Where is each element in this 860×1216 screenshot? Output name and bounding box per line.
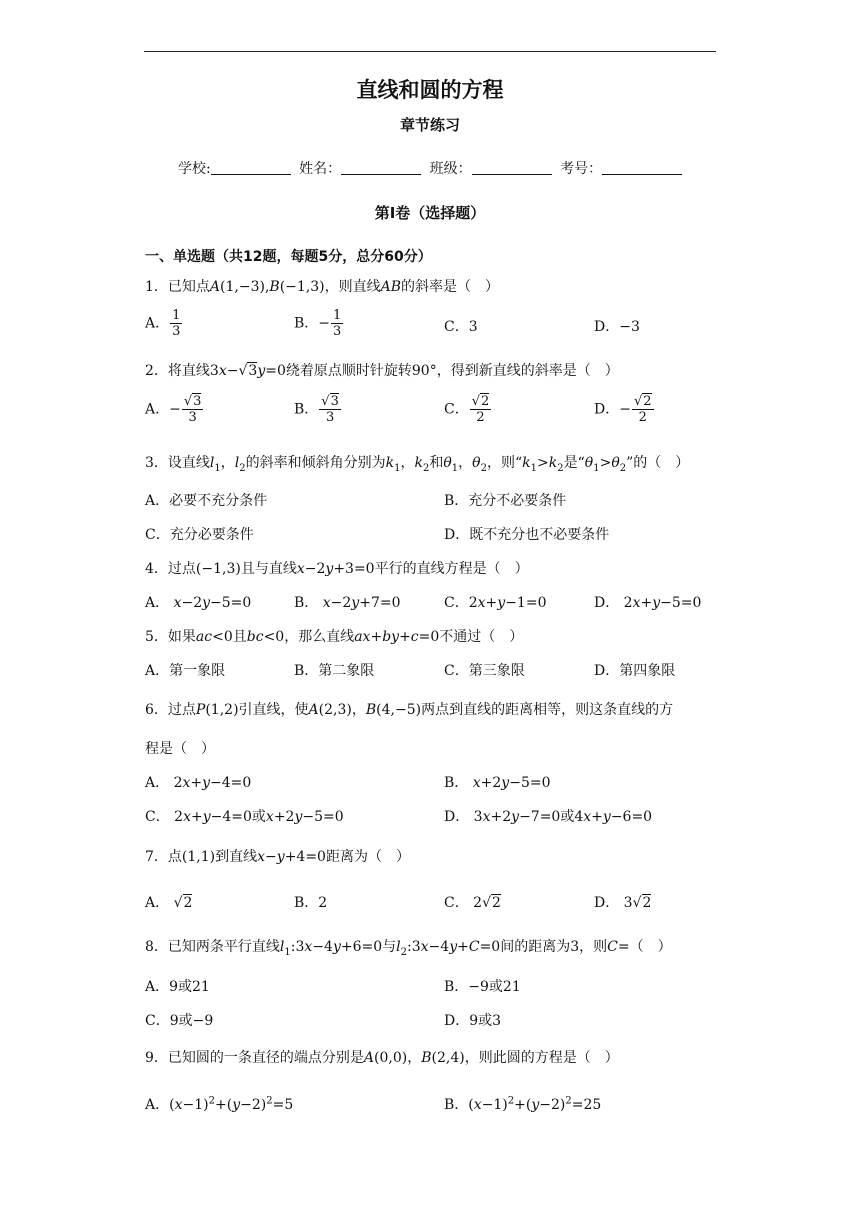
q2-option-a: A．− $\frac{√3}{3}$	[145, 394, 202, 425]
question-2: 2．将直线3x−√3y=0绕着原点顺时针旋转90°，得到新直线的斜率是（ ）	[145, 363, 619, 379]
class-label: 班级：	[429, 161, 472, 177]
school-label: 学校:	[178, 161, 211, 177]
top-rule	[144, 51, 716, 52]
page-title: 直线和圆的方程	[356, 78, 504, 102]
class-blank	[472, 160, 552, 175]
volume-heading: 第I卷（选择题）	[374, 204, 486, 222]
q2-option-b: B． $\frac{√3}{3}$	[294, 394, 339, 425]
question-8: 8．已知两条平行直线$l_1:3x-4y+6=0$与$l_2:3x-4y+C=0$间的距离为3，则C=（ ）	[145, 939, 672, 958]
q3-option-c: C．充分必要条件	[145, 527, 254, 543]
q1-option-b: B．− $\frac{1}{3}$	[294, 308, 342, 339]
question-6-line-2: 程是（ ）	[145, 741, 215, 757]
q5-option-b: B．第二象限	[294, 663, 375, 679]
q6-option-b: B． x+2y−5=0	[444, 775, 551, 791]
question-1: 1．已知点A(1,−3),B(−1,3)，则直线AB的斜率是（ ）	[145, 279, 500, 295]
q3-option-a: A．必要不充分条件	[145, 493, 268, 509]
q2-option-c: C． $\frac{√2}{2}$	[444, 394, 490, 425]
q9-option-b: B．$(x-1)^2+(y-2)^2=25$	[444, 1095, 602, 1113]
q9-option-a: A．$(x-1)^2+(y-2)^2=5$	[145, 1095, 294, 1113]
q8-option-a: A．9或21	[145, 979, 210, 995]
q4-option-c: C．2x+y−1=0	[444, 595, 547, 611]
q5-option-d: D．第四象限	[594, 663, 676, 679]
q4-option-a: A． x−2y−5=0	[145, 595, 252, 611]
q2-option-d: D．− $\frac{√2}{2}$	[594, 394, 652, 425]
question-6: 6．过点P(1,2)引直线，使A(2,3)，B(4,−5)两点到直线的距离相等，则这条直线的方	[145, 702, 674, 718]
exam-number-blank	[602, 160, 682, 175]
q1-option-a: A． $\frac{1}{3}$	[145, 308, 181, 339]
q7-option-a: A． √2	[145, 895, 193, 911]
q1-option-d: D．−3	[594, 319, 640, 335]
exam-number-label: 考号：	[560, 161, 603, 177]
student-info-row	[178, 158, 686, 178]
question-7: 7．点(1,1)到直线x−y+4=0距离为（ ）	[145, 849, 410, 865]
q4-option-b: B． x−2y+7=0	[294, 595, 401, 611]
q3-option-b: B．充分不必要条件	[444, 493, 567, 509]
q6-option-d: D． 3x+2y−7=0或4x+y−6=0	[444, 809, 653, 825]
q8-option-c: C．9或−9	[145, 1013, 214, 1029]
question-9: 9．已知圆的一条直径的端点分别是A(0,0)，B(2,4)，则此圆的方程是（ ）	[145, 1050, 619, 1066]
question-4: 4．过点(−1,3)且与直线x−2y+3=0平行的直线方程是（ ）	[145, 561, 529, 577]
q6-option-c: C． 2x+y−4=0或x+2y−5=0	[145, 809, 344, 825]
q8-option-d: D．9或3	[444, 1013, 502, 1029]
question-3: 3．设直线$l_1$，$l_2$的斜率和倾斜角分别为$k_1$，$k_2$和$\theta_1$，$\theta_2$，则“$k_1>k_2$是“$\theta_1>\theta_2$”的（ ）	[145, 455, 690, 474]
q3-option-d: D．既不充分也不必要条件	[444, 527, 610, 543]
school-blank	[211, 160, 291, 175]
q7-option-d: D． 3√2	[594, 895, 652, 911]
q5-option-c: C．第三象限	[444, 663, 525, 679]
page-subtitle: 章节练习	[399, 116, 460, 134]
name-label: 姓名：	[299, 161, 342, 177]
name-blank	[341, 160, 421, 175]
q7-option-c: C． 2√2	[444, 895, 501, 911]
section-heading: 一、单选题（共12题，每题5分，总分60分）	[145, 249, 432, 265]
q4-option-d: D． 2x+y−5=0	[594, 595, 702, 611]
q8-option-b: B．−9或21	[444, 979, 521, 995]
q7-option-b: B．2	[294, 895, 328, 911]
question-5: 5．如果ac<0且bc<0，那么直线ax+by+c=0不通过（ ）	[145, 629, 524, 645]
q1-option-c: C．3	[444, 319, 478, 335]
q6-option-a: A． 2x+y−4=0	[145, 775, 252, 791]
q5-option-a: A．第一象限	[145, 663, 226, 679]
